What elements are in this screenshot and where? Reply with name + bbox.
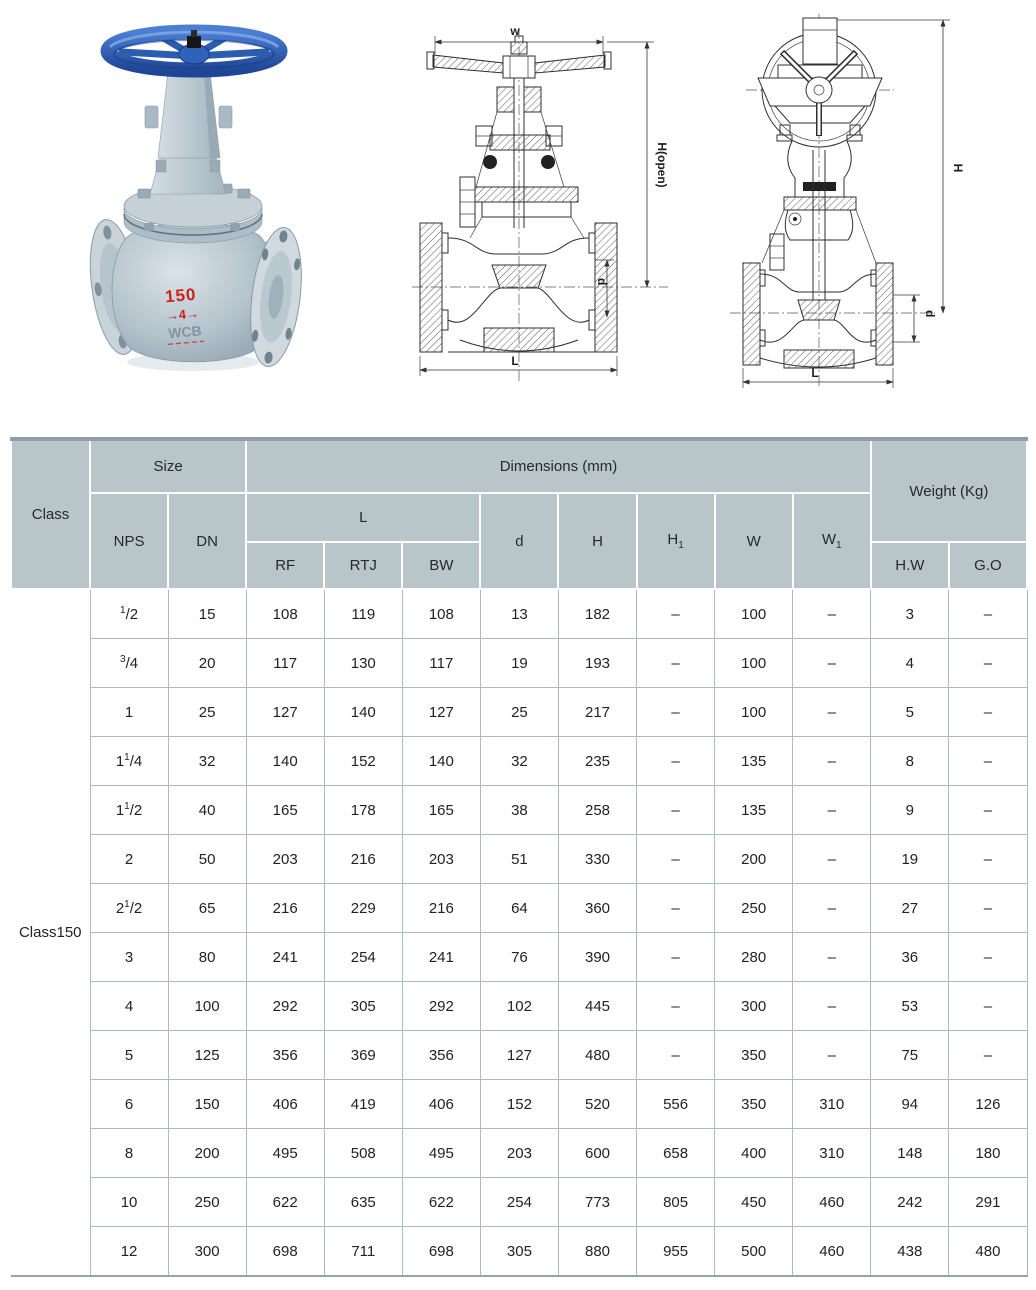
cell-nps: $^3$/4 <box>90 639 168 688</box>
cell-nps: 1 <box>90 688 168 737</box>
cell-w1: – <box>793 933 871 982</box>
cell-d: 64 <box>480 884 558 933</box>
cell-d: 13 <box>480 589 558 639</box>
cell-w1: 310 <box>793 1080 871 1129</box>
table-row <box>11 1227 1027 1277</box>
table-row <box>11 982 1027 1031</box>
dim-l-outline <box>743 366 893 388</box>
cell-hw: 19 <box>871 835 949 884</box>
cell-h: 773 <box>558 1178 636 1227</box>
cell-h: 360 <box>558 884 636 933</box>
cell-h: 480 <box>558 1031 636 1080</box>
cell-d: 51 <box>480 835 558 884</box>
cell-h: 193 <box>558 639 636 688</box>
cell-dn: 32 <box>168 737 246 786</box>
cell-nps: $^1$/2 <box>90 589 168 639</box>
dim-h-outline <box>837 20 965 313</box>
cell-bw: 698 <box>402 1227 480 1277</box>
table-row <box>11 786 1027 835</box>
cell-w1: – <box>793 688 871 737</box>
cell-rtj: 119 <box>324 589 402 639</box>
col-header-w1: $W_1$ <box>793 493 871 589</box>
dim-d-outline <box>893 295 937 342</box>
cell-h1: – <box>637 1031 715 1080</box>
col-header-rtj: RTJ <box>324 542 402 589</box>
outline-body <box>743 263 893 368</box>
cell-nps: 6 <box>90 1080 168 1129</box>
cell-go: – <box>949 688 1027 737</box>
cell-h1: 556 <box>637 1080 715 1129</box>
cell-rf: 165 <box>246 786 324 835</box>
cell-nps: 3 <box>90 933 168 982</box>
cell-hw: 3 <box>871 589 949 639</box>
col-header-hw: H.W <box>871 542 949 589</box>
cell-hw: 53 <box>871 982 949 1031</box>
cell-bw: 117 <box>402 639 480 688</box>
cell-rf: 406 <box>246 1080 324 1129</box>
photo-bonnet <box>145 72 232 194</box>
col-header-bw: BW <box>402 542 480 589</box>
cell-bw: 495 <box>402 1129 480 1178</box>
cell-go: 291 <box>949 1178 1027 1227</box>
cell-h: 600 <box>558 1129 636 1178</box>
cell-rtj: 254 <box>324 933 402 982</box>
cell-w: 350 <box>715 1031 793 1080</box>
cell-d: 32 <box>480 737 558 786</box>
label-d-outline: d <box>923 310 937 318</box>
cell-rtj: 229 <box>324 884 402 933</box>
cell-nps: 8 <box>90 1129 168 1178</box>
cell-rtj: 711 <box>324 1227 402 1277</box>
cell-hw: 36 <box>871 933 949 982</box>
label-l-outline: L <box>811 366 819 380</box>
cell-dn: 65 <box>168 884 246 933</box>
cell-h: 390 <box>558 933 636 982</box>
cell-h: 258 <box>558 786 636 835</box>
table-row <box>11 835 1027 884</box>
cell-go: 480 <box>949 1227 1027 1277</box>
col-header-dimensions: Dimensions (mm) <box>246 439 871 493</box>
table-row <box>11 688 1027 737</box>
cell-h: 182 <box>558 589 636 639</box>
cell-h: 330 <box>558 835 636 884</box>
cell-rtj: 130 <box>324 639 402 688</box>
cell-rtj: 508 <box>324 1129 402 1178</box>
cell-w1: – <box>793 884 871 933</box>
cell-rf: 203 <box>246 835 324 884</box>
cell-rtj: 305 <box>324 982 402 1031</box>
cell-nps: 5 <box>90 1031 168 1080</box>
cell-h: 520 <box>558 1080 636 1129</box>
cell-d: 203 <box>480 1129 558 1178</box>
valve-section-drawing <box>400 10 680 400</box>
cell-hw: 4 <box>871 639 949 688</box>
cell-dn: 40 <box>168 786 246 835</box>
cell-rf: 698 <box>246 1227 324 1277</box>
cell-hw: 75 <box>871 1031 949 1080</box>
cell-d: 25 <box>480 688 558 737</box>
col-header-weight: Weight (Kg) <box>871 439 1027 542</box>
cell-hw: 5 <box>871 688 949 737</box>
cell-bw: 127 <box>402 688 480 737</box>
label-w: w <box>510 24 520 38</box>
cell-bw: 165 <box>402 786 480 835</box>
cell-nps: $1^1/4$ <box>90 737 168 786</box>
col-header-size: Size <box>90 439 246 493</box>
photo-handwheel <box>108 30 280 70</box>
cell-bw: 292 <box>402 982 480 1031</box>
cell-go: – <box>949 737 1027 786</box>
cell-go: – <box>949 1031 1027 1080</box>
cell-w1: – <box>793 639 871 688</box>
cell-nps: $1^1/2$ <box>90 786 168 835</box>
valve-photo <box>60 10 360 400</box>
cell-w: 280 <box>715 933 793 982</box>
table-row <box>11 639 1027 688</box>
cell-nps: 10 <box>90 1178 168 1227</box>
figures-row <box>0 0 1036 418</box>
valve-outline-drawing <box>700 10 980 400</box>
cell-dn: 125 <box>168 1031 246 1080</box>
table-header <box>11 439 1027 589</box>
col-header-rf: RF <box>246 542 324 589</box>
cell-go: – <box>949 933 1027 982</box>
cell-go: – <box>949 884 1027 933</box>
section-body <box>420 217 617 352</box>
cell-w1: 460 <box>793 1227 871 1277</box>
cell-dn: 100 <box>168 982 246 1031</box>
col-header-h: H <box>558 493 636 589</box>
cell-hw: 94 <box>871 1080 949 1129</box>
table-row <box>11 1129 1027 1178</box>
cell-d: 305 <box>480 1227 558 1277</box>
cell-w1: – <box>793 982 871 1031</box>
cell-dn: 15 <box>168 589 246 639</box>
label-d-section: d <box>595 278 609 286</box>
label-l-section: L <box>511 354 519 368</box>
cell-rtj: 216 <box>324 835 402 884</box>
cell-go: 126 <box>949 1080 1027 1129</box>
cell-go: 180 <box>949 1129 1027 1178</box>
table-row <box>11 1178 1027 1227</box>
cell-h1: – <box>637 884 715 933</box>
cell-d: 254 <box>480 1178 558 1227</box>
table-row <box>11 884 1027 933</box>
cell-rtj: 140 <box>324 688 402 737</box>
marking-size-arrows: →4→ <box>165 305 200 324</box>
cell-h: 235 <box>558 737 636 786</box>
table-row <box>11 1031 1027 1080</box>
cell-d: 38 <box>480 786 558 835</box>
cell-w: 100 <box>715 688 793 737</box>
col-header-class: Class <box>11 439 90 589</box>
cell-rf: 127 <box>246 688 324 737</box>
cell-go: – <box>949 639 1027 688</box>
photo-stem-nut <box>187 36 201 48</box>
cell-h: 880 <box>558 1227 636 1277</box>
cell-d: 19 <box>480 639 558 688</box>
table-row <box>11 933 1027 982</box>
cell-w: 135 <box>715 786 793 835</box>
valve-photo-figure <box>60 10 360 400</box>
cell-w: 200 <box>715 835 793 884</box>
cell-w1: – <box>793 589 871 639</box>
cell-h1: 658 <box>637 1129 715 1178</box>
cell-dn: 250 <box>168 1178 246 1227</box>
cell-h1: – <box>637 786 715 835</box>
dim-l-section <box>420 354 617 376</box>
cell-rtj: 635 <box>324 1178 402 1227</box>
cell-w1: – <box>793 737 871 786</box>
col-header-dn: DN <box>168 493 246 589</box>
cell-dn: 150 <box>168 1080 246 1129</box>
cell-dn: 300 <box>168 1227 246 1277</box>
cell-h1: – <box>637 737 715 786</box>
cell-rf: 241 <box>246 933 324 982</box>
cell-h: 217 <box>558 688 636 737</box>
cell-rtj: 178 <box>324 786 402 835</box>
outline-stem-housing <box>803 18 837 64</box>
cell-d: 127 <box>480 1031 558 1080</box>
cell-w: 100 <box>715 639 793 688</box>
col-header-l: L <box>246 493 480 542</box>
cell-nps: 12 <box>90 1227 168 1277</box>
cell-w: 450 <box>715 1178 793 1227</box>
cell-dn: 80 <box>168 933 246 982</box>
cell-rf: 495 <box>246 1129 324 1178</box>
cell-w1: – <box>793 1031 871 1080</box>
marking-material: WCB <box>167 322 203 342</box>
cell-bw: 406 <box>402 1080 480 1129</box>
cell-h1: – <box>637 589 715 639</box>
valve-outline-figure <box>700 10 980 400</box>
col-header-h1: $H_1$ <box>637 493 715 589</box>
label-h-open: H(open) <box>655 142 669 188</box>
cell-rf: 108 <box>246 589 324 639</box>
cell-bw: 203 <box>402 835 480 884</box>
cell-bw: 216 <box>402 884 480 933</box>
cell-bw: 241 <box>402 933 480 982</box>
cell-go: – <box>949 589 1027 639</box>
cell-w: 500 <box>715 1227 793 1277</box>
cell-hw: 148 <box>871 1129 949 1178</box>
valve-section-figure <box>400 10 680 400</box>
table-row <box>11 737 1027 786</box>
cell-w: 100 <box>715 589 793 639</box>
header-row-1 <box>11 439 1027 493</box>
cell-h1: – <box>637 933 715 982</box>
cell-bw: 140 <box>402 737 480 786</box>
cell-nps: 2 <box>90 835 168 884</box>
cell-rf: 117 <box>246 639 324 688</box>
cell-h1: 805 <box>637 1178 715 1227</box>
col-header-go: G.O <box>949 542 1027 589</box>
cell-w1: 460 <box>793 1178 871 1227</box>
cell-nps: $2^1/2$ <box>90 884 168 933</box>
section-gland <box>476 87 564 187</box>
table-row <box>11 589 1027 639</box>
cell-w: 135 <box>715 737 793 786</box>
cell-rf: 292 <box>246 982 324 1031</box>
col-header-d: d <box>480 493 558 589</box>
marking-pressure-class: 150 <box>164 284 198 307</box>
cell-bw: 622 <box>402 1178 480 1227</box>
cell-h1: – <box>637 688 715 737</box>
table-body <box>11 589 1027 1276</box>
cell-w1: 310 <box>793 1129 871 1178</box>
cell-go: – <box>949 786 1027 835</box>
cell-dn: 200 <box>168 1129 246 1178</box>
table-row <box>11 1080 1027 1129</box>
cell-w1: – <box>793 835 871 884</box>
cell-d: 76 <box>480 933 558 982</box>
cell-bw: 108 <box>402 589 480 639</box>
cell-bw: 356 <box>402 1031 480 1080</box>
label-h-outline: H <box>951 163 965 173</box>
cell-w: 350 <box>715 1080 793 1129</box>
cell-nps: 4 <box>90 982 168 1031</box>
cell-rf: 140 <box>246 737 324 786</box>
cell-dn: 25 <box>168 688 246 737</box>
class-cell: Class150 <box>11 589 90 1276</box>
cell-dn: 50 <box>168 835 246 884</box>
cell-go: – <box>949 982 1027 1031</box>
col-header-nps: NPS <box>90 493 168 589</box>
cell-h1: – <box>637 639 715 688</box>
cell-hw: 9 <box>871 786 949 835</box>
cell-h: 445 <box>558 982 636 1031</box>
cell-w: 250 <box>715 884 793 933</box>
cell-rf: 356 <box>246 1031 324 1080</box>
cell-rf: 216 <box>246 884 324 933</box>
cell-hw: 438 <box>871 1227 949 1277</box>
cell-rtj: 369 <box>324 1031 402 1080</box>
cell-hw: 8 <box>871 737 949 786</box>
cell-h1: – <box>637 982 715 1031</box>
cell-d: 152 <box>480 1080 558 1129</box>
cell-w: 400 <box>715 1129 793 1178</box>
cell-hw: 27 <box>871 884 949 933</box>
col-header-w: W <box>715 493 793 589</box>
cell-rf: 622 <box>246 1178 324 1227</box>
cell-hw: 242 <box>871 1178 949 1227</box>
cell-d: 102 <box>480 982 558 1031</box>
cell-w: 300 <box>715 982 793 1031</box>
cell-h1: – <box>637 835 715 884</box>
cell-h1: 955 <box>637 1227 715 1277</box>
cell-rtj: 419 <box>324 1080 402 1129</box>
cell-w1: – <box>793 786 871 835</box>
cell-go: – <box>949 835 1027 884</box>
cell-dn: 20 <box>168 639 246 688</box>
cell-rtj: 152 <box>324 737 402 786</box>
dimensions-table <box>10 437 1028 1277</box>
